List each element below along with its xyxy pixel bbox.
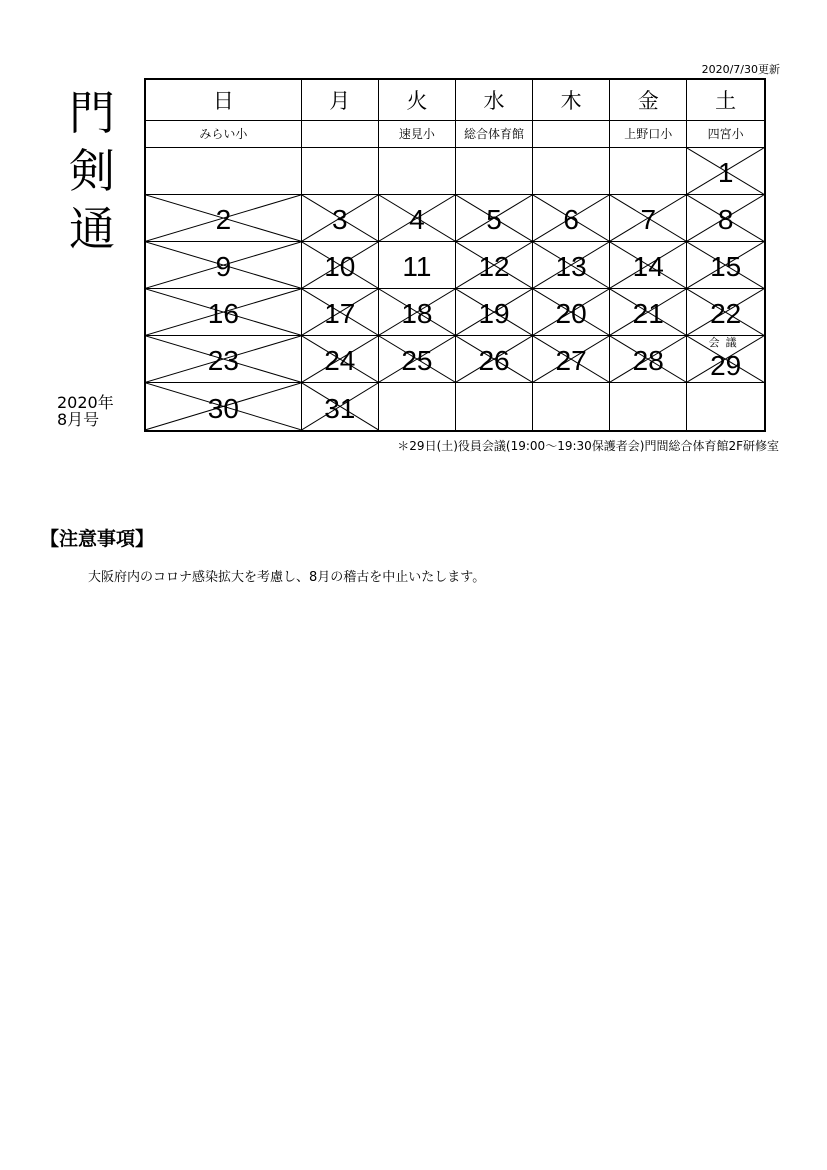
day-cell	[378, 147, 455, 194]
day-number: 17	[324, 298, 356, 330]
day-cell	[301, 147, 378, 194]
week-row	[146, 194, 764, 241]
day-cell	[378, 383, 455, 430]
day-number: 13	[555, 250, 587, 282]
venue-cell: 速見小	[378, 120, 455, 147]
day-cell	[378, 241, 455, 288]
notice-body: 大阪府内のコロナ感染拡大を考慮し、8月の稽古を中止いたします。	[88, 570, 486, 585]
newsletter-title	[62, 84, 122, 258]
day-cell	[146, 383, 301, 430]
day-number: 31	[324, 392, 356, 424]
issue-year: 2020年	[57, 393, 114, 412]
day-number: 11	[402, 250, 432, 282]
title-char: 門	[69, 86, 115, 140]
title-char: 剣	[69, 144, 115, 198]
day-number: 5	[486, 203, 502, 235]
day-cell	[146, 147, 301, 194]
day-number: 28	[632, 345, 664, 377]
venue-cell: 総合体育館	[455, 120, 532, 147]
venue-cell: 上野口小	[610, 120, 687, 147]
day-cell	[455, 383, 532, 430]
week-row	[146, 289, 764, 336]
day-cell	[301, 383, 378, 430]
day-cell	[301, 194, 378, 241]
day-number: 9	[215, 250, 232, 282]
venue-row	[146, 120, 764, 147]
day-cell	[687, 147, 764, 194]
week-row	[146, 241, 764, 288]
day-number: 24	[324, 345, 356, 377]
week-row	[146, 383, 764, 430]
day-number: 6	[563, 203, 579, 235]
day-cell	[610, 241, 687, 288]
venue-cell: 四宮小	[687, 120, 764, 147]
weekday-header-row	[146, 80, 764, 120]
day-number: 21	[632, 298, 664, 330]
weekday-header: 月	[301, 80, 378, 120]
week-row	[146, 147, 764, 194]
day-cell	[533, 289, 610, 336]
weekday-header: 金	[610, 80, 687, 120]
day-number: 15	[710, 250, 742, 282]
meeting-footnote: ＊29日(土)役員会議(19:00～19:30保護者会)門間総合体育館2F研修室	[397, 439, 779, 453]
day-cell	[146, 336, 301, 383]
day-cell	[301, 241, 378, 288]
day-cell	[455, 289, 532, 336]
calendar	[144, 78, 766, 432]
day-number: 30	[207, 392, 239, 424]
day-cell	[455, 194, 532, 241]
day-cell	[533, 383, 610, 430]
day-cell	[301, 336, 378, 383]
day-number: 16	[207, 298, 239, 330]
weekday-header: 水	[455, 80, 532, 120]
day-number: 27	[555, 345, 587, 377]
day-number: 26	[478, 345, 510, 377]
day-cell	[610, 147, 687, 194]
day-number: 20	[555, 298, 587, 330]
day-number: 18	[401, 298, 433, 330]
day-cell	[378, 289, 455, 336]
day-number: 19	[478, 298, 510, 330]
venue-cell: みらい小	[146, 120, 301, 147]
day-cell	[610, 194, 687, 241]
day-number: 23	[207, 345, 239, 377]
day-number: 4	[409, 203, 425, 235]
day-note: 会議	[708, 336, 743, 350]
day-number: 22	[710, 298, 742, 330]
day-cell	[687, 194, 764, 241]
weekday-header: 土	[687, 80, 764, 120]
day-number: 1	[717, 156, 734, 188]
day-cell	[533, 336, 610, 383]
title-char: 通	[69, 202, 115, 256]
venue-cell	[301, 120, 378, 147]
day-cell	[610, 336, 687, 383]
day-number: 14	[632, 250, 664, 282]
updated-date: 2020/7/30更新	[701, 63, 780, 76]
day-cell	[687, 336, 764, 383]
issue-label	[57, 394, 114, 428]
day-cell	[301, 289, 378, 336]
day-cell	[455, 241, 532, 288]
day-cell	[455, 147, 532, 194]
day-number: 3	[332, 203, 348, 235]
weekday-header: 火	[378, 80, 455, 120]
notice-heading: 【注意事項】	[40, 528, 155, 550]
day-cell	[146, 289, 301, 336]
day-cell	[533, 241, 610, 288]
weekday-header: 木	[533, 80, 610, 120]
day-number: 29	[710, 350, 742, 382]
issue-month: 8月号	[57, 410, 100, 429]
day-cell	[378, 194, 455, 241]
day-cell	[610, 289, 687, 336]
day-number: 12	[478, 250, 510, 282]
day-number: 7	[640, 203, 657, 235]
day-cell	[146, 241, 301, 288]
day-cell	[687, 383, 764, 430]
day-number: 25	[401, 345, 433, 377]
day-cell	[610, 383, 687, 430]
venue-cell	[533, 120, 610, 147]
week-row	[146, 336, 764, 383]
day-cell	[533, 194, 610, 241]
day-cell	[146, 194, 301, 241]
day-number: 10	[324, 250, 356, 282]
weekday-header: 日	[146, 80, 301, 120]
day-number: 2	[215, 203, 232, 235]
day-cell	[687, 289, 764, 336]
day-cell	[687, 241, 764, 288]
day-cell	[378, 336, 455, 383]
day-cell	[533, 147, 610, 194]
calendar-table	[146, 80, 764, 430]
day-cell	[455, 336, 532, 383]
day-number: 8	[717, 203, 734, 235]
